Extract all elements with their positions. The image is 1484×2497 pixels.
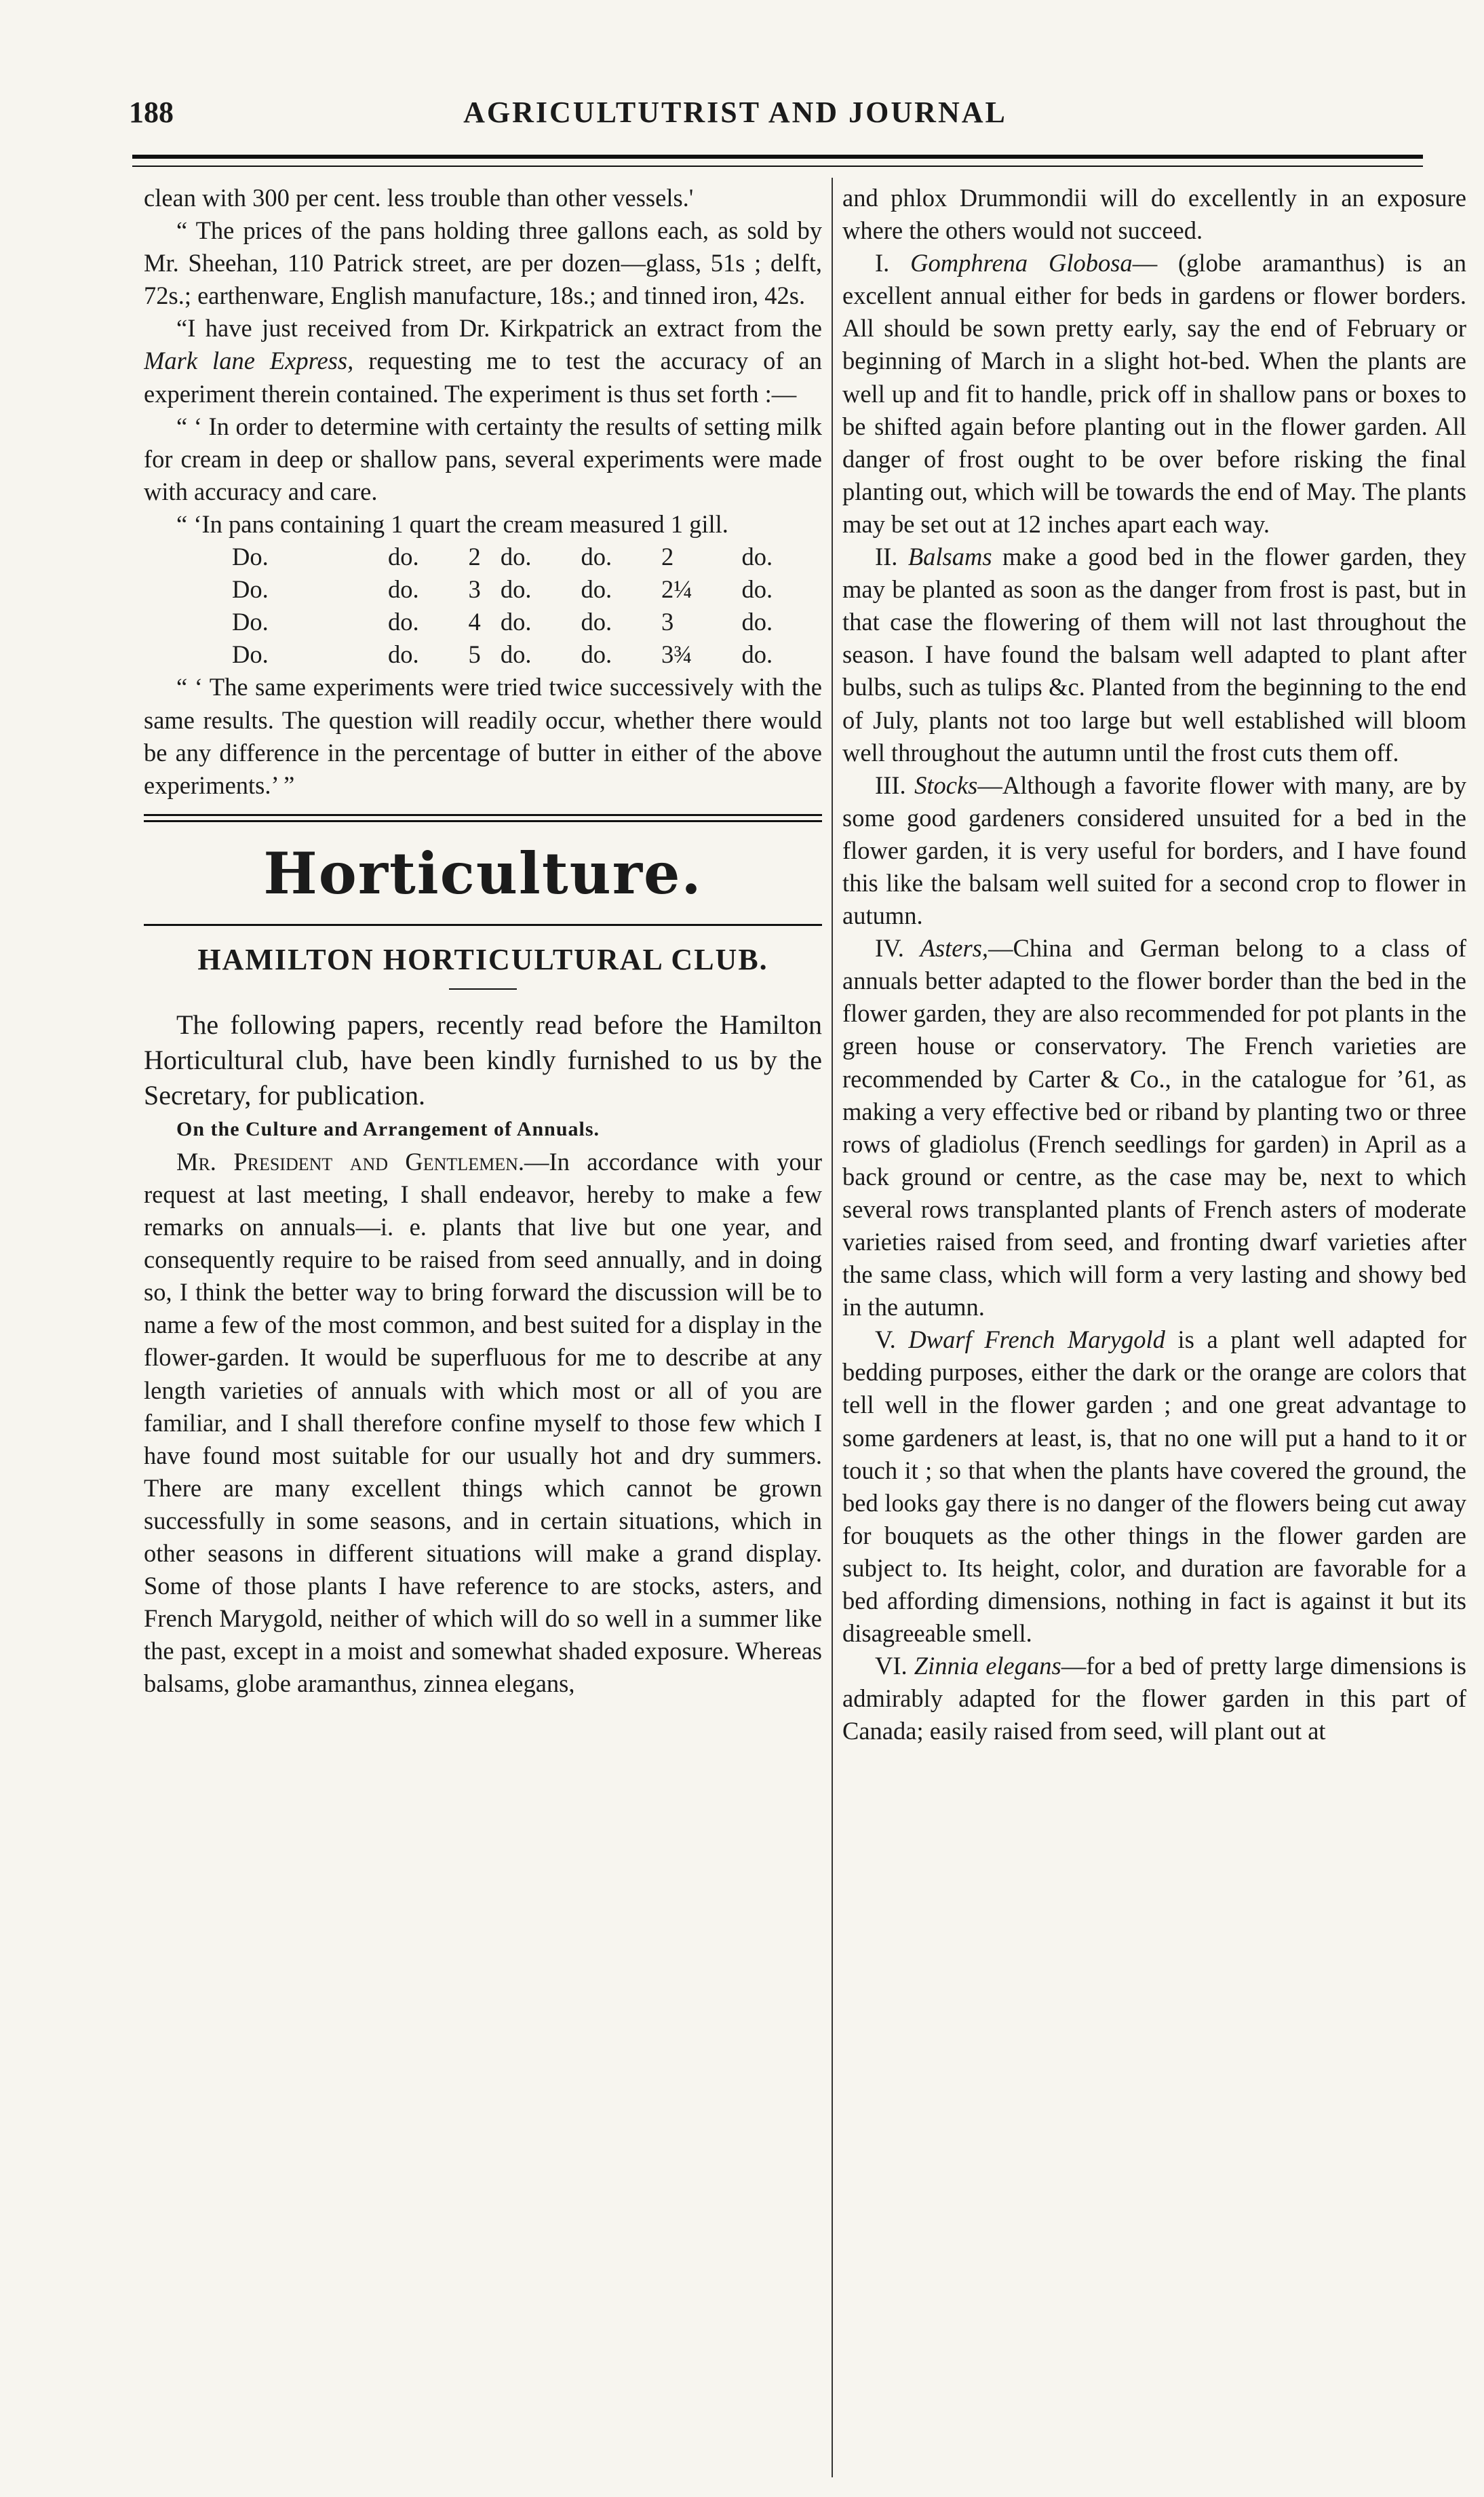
paragraph [144,1146,822,1701]
table-cell: do. [388,575,419,604]
right-column [842,182,1466,2488]
article-subheading: On the Culture and Arrangement of Annuals. [176,1117,600,1140]
table-cell: do. [388,640,419,669]
table-cell: do. [500,640,532,669]
entry-text: —for a bed of pretty large dimensions is admirably adapted for the flower garden in this part of Canada; easily raised from seed, will plant out at [842,1652,1466,1745]
annual-entry [842,1650,1466,1747]
section-title: Horticulture. [263,839,703,907]
table-cell: Do. [232,608,269,636]
publication-title: AGRICULTUTRIST AND JOURNAL [463,96,1007,129]
intro-paragraph: The following papers, recently read before the Hamilton Horticultural club, have been kindly furnished to us by the Secretary, for publication. [144,1009,822,1110]
plant-name: Dwarf French Marygold [908,1325,1165,1354]
entry-number: IV. [875,934,904,963]
table-cell: do. [500,575,532,604]
text-run: requesting me to test the accuracy of an experiment therein contained. The experiment is thus set forth :— [144,347,822,408]
table-cell: do. [581,640,612,669]
plant-name: Balsams [907,543,992,571]
table-cell: Do. [232,575,269,604]
article-title: HAMILTON HORTICULTURAL CLUB. [144,924,822,982]
annual-entry [842,932,1466,1323]
table-cell: 3 [661,608,674,636]
paragraph: “ ‘In pans containing 1 quart the cream measured 1 gill. [176,509,728,538]
table-cell: do. [500,608,532,636]
paragraph: and phlox Drummondii will do excellently in an exposure where the others would not succeed. [842,184,1466,245]
paragraph: clean with 300 per cent. less trouble than other vessels.' [144,184,694,212]
entry-text: make a good bed in the flower garden, they may be planted as soon as the danger from frost is past, but in that case the flowering of them will not last throughout the season. I have found the balsam well adapted to plant after bulbs, such as tulips &c. Planted from the beginning to the end of July, plants not too large but well established will bloom well throughout the autumn until the frost cuts them off. [842,543,1466,767]
annual-entry [842,769,1466,932]
table-cell: 2 [661,543,674,571]
annual-entry [842,1323,1466,1650]
table-row [144,573,822,606]
table-cell: do. [741,575,773,604]
plant-name: Gomphrena Globosa [910,249,1133,277]
title-rule [449,988,517,990]
plant-name: Stocks [914,771,978,799]
paragraph: “ ‘ In order to determine with certainty the results of setting milk for cream in deep or shallow pans, several experiments were made with accuracy and care. [144,412,822,505]
table-cell: 5 [468,640,481,669]
table-row [144,606,822,638]
page-header [129,95,1342,136]
paragraph [144,312,822,410]
entry-number: V. [875,1325,896,1354]
paragraph: “ The prices of the pans holding three gallons each, as sold by Mr. Sheehan, 110 Patrick street, are per dozen—glass, 51s ; delft, 72s.; earthenware, English manufacture, 18s.; and tinned iron, 42s. [144,216,822,310]
table-cell: 2 [468,543,481,571]
entry-number: I. [875,249,890,277]
header-rule-thick [132,155,1423,159]
table-cell: do. [741,640,773,669]
table-cell: 4 [468,608,481,636]
annual-entry [842,247,1466,541]
entry-number: II. [875,543,898,571]
section-divider [144,814,822,822]
table-cell: do. [741,608,773,636]
table-cell: 3¾ [661,640,692,669]
table-cell: do. [581,543,612,571]
column-divider [832,178,833,2477]
table-cell: 2¼ [661,575,692,604]
table-row [144,638,822,671]
header-rule-thin [132,166,1423,167]
table-cell: do. [388,608,419,636]
table-cell: do. [581,575,612,604]
table-cell: Do. [232,640,269,669]
table-cell: Do. [232,543,269,571]
entry-text: —Although a favorite flower with many, are by some good gardeners considered unsuited for a bed in the flower garden, it is very useful for borders, and I have found this like the balsam well suited for a second crop to flower in autumn. [842,771,1466,930]
table-row [144,541,822,573]
plant-name: Zinnia elegans [914,1652,1061,1680]
text-run: “I have just received from Dr. Kirkpatrick an extract from the [176,314,822,343]
cream-measurement-table [144,541,822,671]
page-number: 188 [129,96,174,129]
entry-text: — (globe aramanthus) is an excellent annual either for beds in gardens or flower borders. All should be sown pretty early, say the end of February or beginning of March in a slight hot-bed. When the plants are well up and fit to handle, prick off in shallow pans or boxes to be shifted again before planting out in the flower garden. All danger of frost ought to be over before risking the final planting out, which will be towards the end of May. The plants may be set out at 12 inches apart each way. [842,249,1466,538]
left-column [144,182,822,2488]
annual-entry [842,541,1466,769]
salutation: Mr. President and Gentlemen. [176,1147,524,1176]
table-cell: do. [388,543,419,571]
entry-text: —China and German belong to a class of annuals better adapted to the flower border than the bed in the flower garden, they are also recommended for pot plants in the green house or conservatory. The French varieties are recommended by Carter & Co., in the catalogue for ’61, as making a very effective bed or riband by planting two or three rows of gladiolus (French seedlings for garden) in April as a back ground or centre, as the case may be, next to which several rows transplanted plants of French asters of moderate varieties raised from seed, and fronting dwarf varieties after the same class, which will form a very lasting and showy bed in the autumn. [842,934,1466,1321]
plant-name: Asters, [920,934,988,963]
entry-number: III. [875,771,906,799]
table-cell: 3 [468,575,481,604]
text-run: —In accordance with your request at last meeting, I shall endeavor, hereby to make a few remarks on annuals—i. e. plants that live but one year, and consequently require to be raised from seed annually, and in doing so, I think the better way to bring forward the discussion will be to name a few of the most common, and best suited for a display in the flower-garden. It would be superfluous for me to describe at any length varieties of annuals with which most or all of you are familiar, and I shall therefore confine myself to those few which I have found most suitable for our usually hot and dry summers. There are many excellent things which cannot be grown successfully in some seasons, and in certain situations, which in other seasons in different situations will make a grand display. Some of those plants I have reference to are stocks, asters, and French Marygold, neither of which will do so well in a summer like the past, except in a moist and somewhat shaded exposure. Whereas balsams, globe aramanthus, zinnea elegans, [144,1147,822,1698]
table-cell: do. [500,543,532,571]
publication-name: Mark lane Express, [144,347,354,375]
paragraph: “ ‘ The same experiments were tried twice successively with the same results. The question will readily occur, whether there would be any difference in the percentage of butter in either of the above experiments.’ ” [144,673,822,799]
table-cell: do. [581,608,612,636]
entry-number: VI. [875,1652,907,1680]
table-cell: do. [741,543,773,571]
entry-text: is a plant well adapted for bedding purposes, either the dark or the orange are colors that tell well in the flower garden ; and one great advantage to some gardeners at least, is, that no one will put a hand to it or touch it ; so that when the plants have covered the ground, the bed looks gay there is no danger of the flowers being cut away for bouquets as the other things in the flower garden are subject to. Its height, color, and duration are favorable for a bed affording dimensions, nothing in fact is against it but its disagreeable smell. [842,1325,1466,1648]
